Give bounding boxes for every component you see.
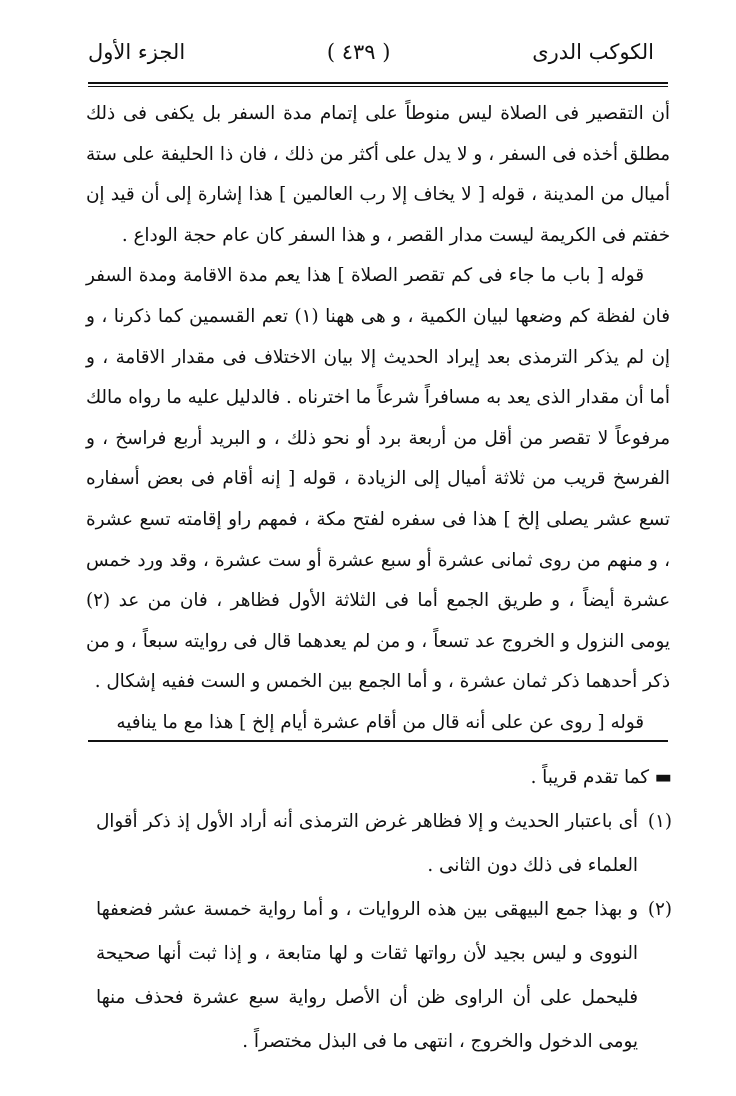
header-rule (88, 82, 668, 84)
footnotes (96, 756, 672, 1064)
paragraph: أن التقصير فى الصلاة ليس منوطاً على إتمام مدة السفر بل يكفى فى ذلك مطلق أخذه فى السفر ، و لا يدل على أكثر من ذلك ، فان ذا الحليفة على ستة أميال من المدينة ، قوله [ لا يخاف إلا رب العالمين ] هذا إشارة إلى أن قيد إن خفتم فى الكريمة ليست مدار القصر ، و هذا السفر كان عام حجة الوداع . (86, 103, 670, 246)
footnote-marker: (٢) (647, 899, 672, 920)
footnote-marker: (١) (647, 811, 672, 832)
page-header (88, 30, 654, 74)
footnote-continuation: ▬ كما تقدم قريباً . (530, 767, 672, 788)
main-text (86, 94, 670, 744)
footnote-separator (88, 740, 668, 742)
page-number: ( ٤٣٩ ) (326, 40, 391, 64)
footnote (96, 888, 672, 1064)
footnote-continuation-text: كما تقدم قريباً . (530, 767, 649, 788)
paragraph: قوله [ روى عن على أنه قال من أقام عشرة أيام إلخ ] هذا مع ما ينافيه (116, 711, 644, 733)
volume-label: الجزء الأول (88, 40, 186, 64)
header-rule-thin (88, 86, 668, 87)
book-title: الكوكب الدرى (532, 40, 654, 64)
paragraph: قوله [ باب ما جاء فى كم تقصر الصلاة ] هذا يعم مدة الاقامة ومدة السفر فان لفظة كم وضعها لبيان الكمية ، و هى ههنا (١) تعم القسمين كما ذكرنا ، و إن لم يذكر الترمذى بعد إيراد الحديث إلا بيان الاختلاف فى مقدار الاقامة ، و أما أن مقدار الذى يعد به مسافراً شرعاً ما اخترناه . فالدليل عليه ما رواه مالك مرفوعاً لا تقصر من أقل من أربعة برد أو نحو ذلك ، و البريد أربع فراسخ ، و الفرسخ قريب من ثلاثة أميال إلى الزيادة ، قوله [ إنه أقام فى بعض أسفاره تسع عشر يصلى إلخ ] هذا فى سفره لفتح مكة ، فمهم راو إقامته تسع عشرة ، و منهم من روى ثمانى عشرة أو سبع عشرة أو ست عشرة ، وقد ورد خمس عشرة أيضاً ، و طريق الجمع أما فى الثلاثة الأول فظاهر ، فان من عد (٢) يومى النزول و الخروج عد تسعاً ، و من لم يعدهما قال فى روايته سبعاً ، و من ذكر أحدهما ذكر ثمان عشرة ، و أما الجمع بين الخمس و الست ففيه إشكال . (86, 265, 670, 693)
footnote (96, 800, 672, 888)
footnote-text: أى باعتبار الحديث و إلا فظاهر غرض الترمذى أنه أراد الأول إذ ذكر أقوال العلماء فى ذلك دون الثانى . (96, 811, 638, 876)
footnote-text: و بهذا جمع البيهقى بين هذه الروايات ، و أما رواية خمسة عشر فضعفها النووى و ليس بجيد لأن رواتها ثقات و لها متابعة ، و إذا ثبت أنها صحيحة فليحمل على أن الراوى ظن أن الأصل رواية سبع عشرة فحذف منها يومى الدخول والخروج ، انتهى ما فى البذل مختصراً . (96, 899, 638, 1052)
